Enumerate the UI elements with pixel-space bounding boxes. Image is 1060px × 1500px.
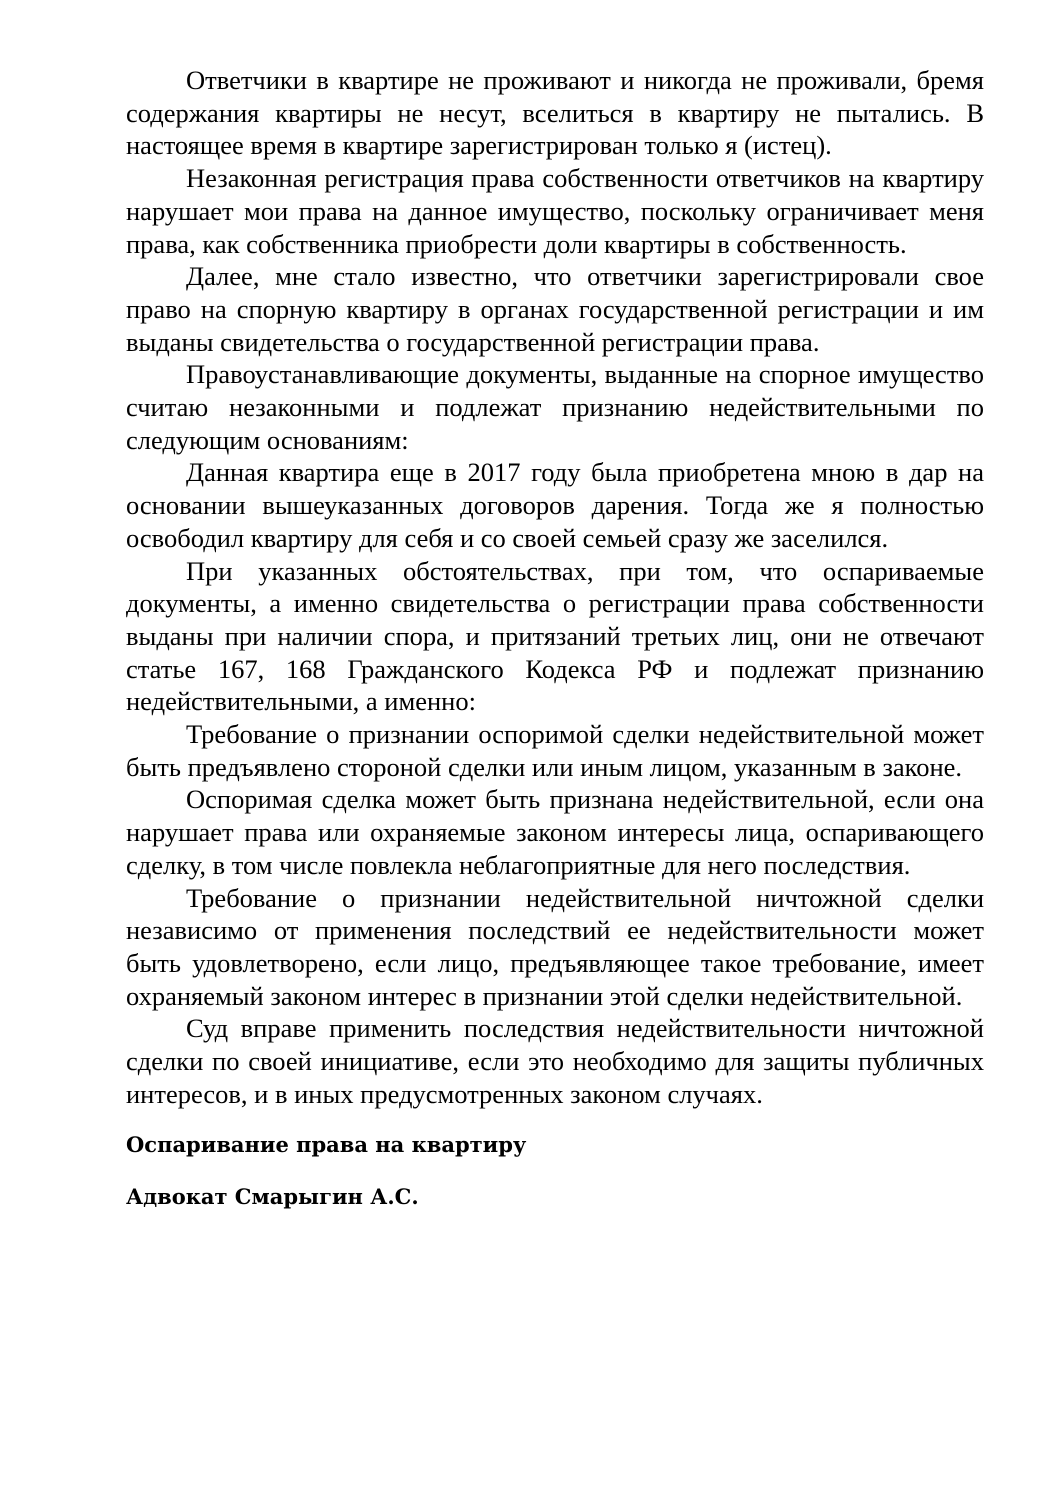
paragraph-defendants-not-living: Ответчики в квартире не проживают и никогда не проживали, бремя содержания квартиры не несут, вселиться в квартиру не пытались. В настоящее время в квартире зарегистрирован только я (истец). (126, 65, 984, 161)
document-body (126, 64, 984, 1211)
paragraph-illegal-registration: Незаконная регистрация права собственности ответчиков на квартиру нарушает мои права на данное имущество, поскольку ограничивает меня права, как собственника приобрести доли квартиры в собственность. (126, 163, 984, 259)
paragraph-circumstances: При указанных обстоятельствах, при том, что оспариваемые документы, а именно свидетельства о регистрации права собственности выданы при наличии спора, и притязаний третьих лиц, они не отвечают статье 167, 168 Гражданского Кодекса РФ и подлежат признанию недействительными, а именно: (126, 555, 984, 717)
paragraph-voidable-deal: Оспоримая сделка может быть признана недействительной, если она нарушает права или охраняемые законом интересы лица, оспаривающего сделку, в том числе повлекла неблагоприятные для него последствия. (126, 784, 984, 880)
paragraph-court-initiative: Суд вправе применить последствия недействительности ничтожной сделки по своей инициативе, если это необходимо для защиты публичных интересов, и в иных предусмотренных законом случаях. (126, 1013, 984, 1109)
paragraph-void-deal-claim: Требование о признании недействительной ничтожной сделки независимо от применения последствий ее недействительности может быть удовлетворено, если лицо, предъявляющее такое требование, имеет охраняемый законом интерес в признании этой сделки недействительной. (126, 882, 984, 1011)
paragraph-gift-2017: Данная квартира еще в 2017 году была приобретена мною в дар на основании вышеуказанных договоров дарения. Тогда же я полностью освободил квартиру для себя и со своей семьей сразу же заселился. (126, 457, 984, 553)
paragraph-title-documents: Правоустанавливающие документы, выданные на спорное имущество считаю незаконными и подлежат признанию недействительными по следующим основаниям: (126, 359, 984, 455)
paragraph-certificates-issued: Далее, мне стало известно, что ответчики зарегистрировали свое право на спорную квартиру в органах государственной регистрации и им выданы свидетельства о государственной регистрации права. (126, 261, 984, 357)
paragraph-voidable-claim: Требование о признании оспоримой сделки недействительной может быть предъявлено стороной сделки или иным лицом, указанным в законе. (126, 719, 984, 782)
section-heading: Оспаривание права на квартиру (126, 1131, 527, 1157)
author-signature: Адвокат Смарыгин А.С. (126, 1183, 419, 1209)
